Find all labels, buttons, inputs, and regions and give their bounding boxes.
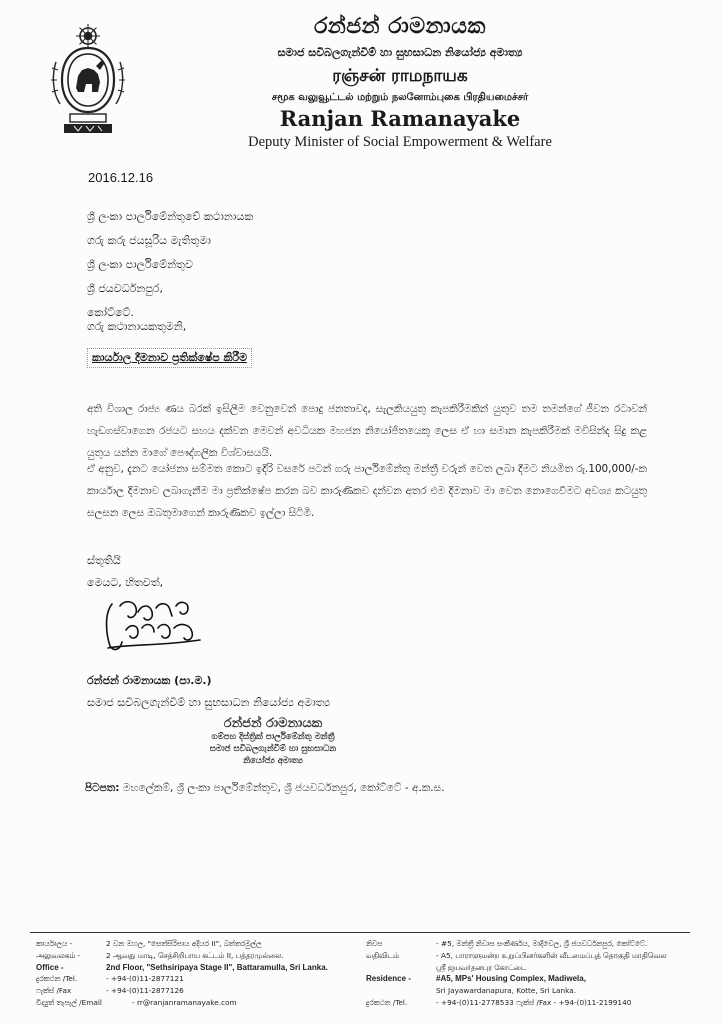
minister-name-tamil: ரஞ்சன் ராமநாயக [332,66,468,86]
body-paragraph: ඒ අනුව, දැනට යෝජනා සම්මත කොට ඉදිරි වසරේ පටන් ගරු පාර්ලිමේන්තු මන්ත්‍රී වරුන් වෙත ලබා දීමට නියමිත රු.100,000/-ක කාර්යාල දීමනාව ලබාගැනීම මා ප්‍රතික්ෂේප කරන බව කාරුණිකව දන්වන අතර එම දීමනාව මා වෙත නොගෙවීමට අවශ්‍ය කටයුතු සලසන ලෙස ඔබතුමාගෙන් කාරුණිකව ඉල්ලා සිටිමි. [87,463,647,519]
footer-label: வதிவிடம் [366,950,399,960]
footer-value: ஸ்ரீ ஜயவர்தனபுர கோட்டை [436,962,527,972]
stamp-line: නියෝජ්‍ය අමාත්‍ය [243,756,303,766]
footer-value: - rr@ranjanramanayake.com [132,997,237,1007]
footer-value: - #5, මන්ත්‍රී නිවාස සංකීර්ණය, මාදිවෙල, ශ්‍රී ජයවර්ධනපුර, කෝට්ටේ. [436,939,648,948]
footer-value: Sri Jayawardanapura, Kotte, Sri Lanka. [436,986,577,996]
footer-label [366,962,436,974]
minister-name-sinhala: රන්ජන් රාමනායක [314,14,486,39]
footer-label [366,985,436,997]
footer-value: - A5, பாராளுமன்ற உறுப்பினர்களின் வீடமைப்புத் தொகுதி மாதிவெல [436,950,667,960]
body-paragraph: අති විශාල රාජ්‍ය ණය බරක් ඉසිලීම වෙනුවෙන් පොදු ජනතාවද, සැලකියයුතු කැපකිරීමකින් යුතුව තම තමන්ගේ ජීවන රටාවන් හැඩගස්වාගෙන රජයට සහය දක්වන මෙවන් අවධියක මහජන නියෝජිතයෙකු ලෙස ඒ හා සමාන කැපකිරීමක් මවිසින්ද සිදු කළ යුතුය යන්න මාගේ පෞද්ගලික විශ්වාසයයි. [87,403,647,459]
footer-row [36,997,356,1009]
footer-label: அலுவலகம் - [36,950,81,960]
footer-label: Residence - [366,974,411,984]
address-line: කෝට්ටේ. [87,306,134,319]
footer-row [366,962,696,974]
salutation: ගරු කථානායකතුමනි, [87,320,187,333]
minister-title-english: Deputy Minister of Social Empowerment & Welfare [248,134,552,150]
copies-text: මහලේකම්, ශ්‍රී ලංකා පාර්ලිමේන්තුව, ශ්‍රී ජයවර්ධනපුර, කෝට්ටේ - අ.ක.ස. [122,782,445,794]
footer-label: දුරකථන /Tel. [36,974,78,984]
footer-label: ෆැක්ස් /Fax [36,986,72,996]
footer-row [366,997,696,1009]
copies-label: පිටපත: [85,782,120,794]
footer-value: - +94-(0)11-2778533 ෆැක්ස් /Fax - +94-(0)11-2199140 [436,997,632,1007]
footer-row [366,973,696,985]
footer-label: දුරකථන /Tel. [366,997,408,1007]
minister-title-tamil: சமூக வலுவூட்டல் மற்றும் நலனோம்புகை பிரதியமைச்சர் [271,92,529,103]
footer-row [366,950,696,962]
footer-value: 2 ஆவது மாடி, செத்சிறிபாய கட்டம் II, பத்தரமுல்லை. [106,950,284,960]
footer-label: Office - [36,962,64,972]
footer-value: 2nd Floor, "Sethsiripaya Stage II", Battaramulla, Sri Lanka. [106,962,328,972]
copies-to [85,782,445,795]
national-emblem-icon [48,22,128,137]
stamp-line: සමාජ සවිබලගැන්වීම් හා සුභසාධන [209,744,337,754]
signatory-block [87,670,330,714]
closing-regards: මෙයට, හිතවත්, [87,576,164,589]
address-line: ශ්‍රී ජයවර්ධනපුර, [87,282,163,295]
signatory-title: සමාජ සවිබලගැන්වීම් හා සුභසාධන නියෝජ්‍ය අමාත්‍ය [87,696,331,709]
footer-row [36,973,356,985]
footer-value: #A5, MPs' Housing Complex, Madiwela, [436,974,586,984]
footer-divider [30,932,690,933]
footer-row [366,985,696,997]
minister-name-english: Ranjan Ramanayake [279,106,521,131]
footer-row [36,962,356,974]
footer-residence-contacts [366,938,696,1009]
footer-row [36,985,356,997]
letter-date: 2016.12.16 [88,170,154,185]
footer-office-contacts [36,938,356,1009]
footer-value: - +94-(0)11-2877126 [106,986,184,996]
minister-title-sinhala: සමාජ සවිබලගැන්වීම් හා සුභසාධන නියෝජ්‍ය අමාත්‍ය [277,46,523,59]
address-line: ශ්‍රී ලංකා පාර්ලිමේන්තුවේ කථානායක [87,210,254,223]
footer-row [366,938,696,950]
footer-row [36,950,356,962]
footer-row [36,938,356,950]
closing-thanks: ස්තූතියි [87,554,121,567]
stamp-name: රන්ජන් රාමනායක [223,716,323,731]
stamp-line: ගම්පහ දිස්ත්‍රික් පාර්ලිමේන්තු මන්ත්‍රී [211,732,335,742]
address-line: ශ්‍රී ලංකා පාර්ලිමේන්තුව [87,258,193,271]
footer-label: විද්‍යුත් තැපැල් /Email [36,997,102,1007]
address-line: ගරු කරු ජයසූරිය මැතිතුමා [87,234,211,247]
recipient-address [87,205,253,325]
letter-subject: කාර්යාල දීමනාව ප්‍රතික්ෂේප කිරීම [87,348,252,368]
official-stamp [158,716,388,767]
signatory-name: රන්ජන් රාමනායක (පා.ම.) [87,674,212,687]
footer-label: නිවස [366,939,383,948]
handwritten-signature [100,594,210,656]
closing [87,550,163,594]
footer-value: 2 වන මහල, "සෙත්සිරිපාය අදියර II", බත්තරමුල්ල [106,939,262,948]
footer-value: - +94-(0)11-2877121 [106,974,184,984]
footer-label: කාර්යාලය - [36,939,73,948]
